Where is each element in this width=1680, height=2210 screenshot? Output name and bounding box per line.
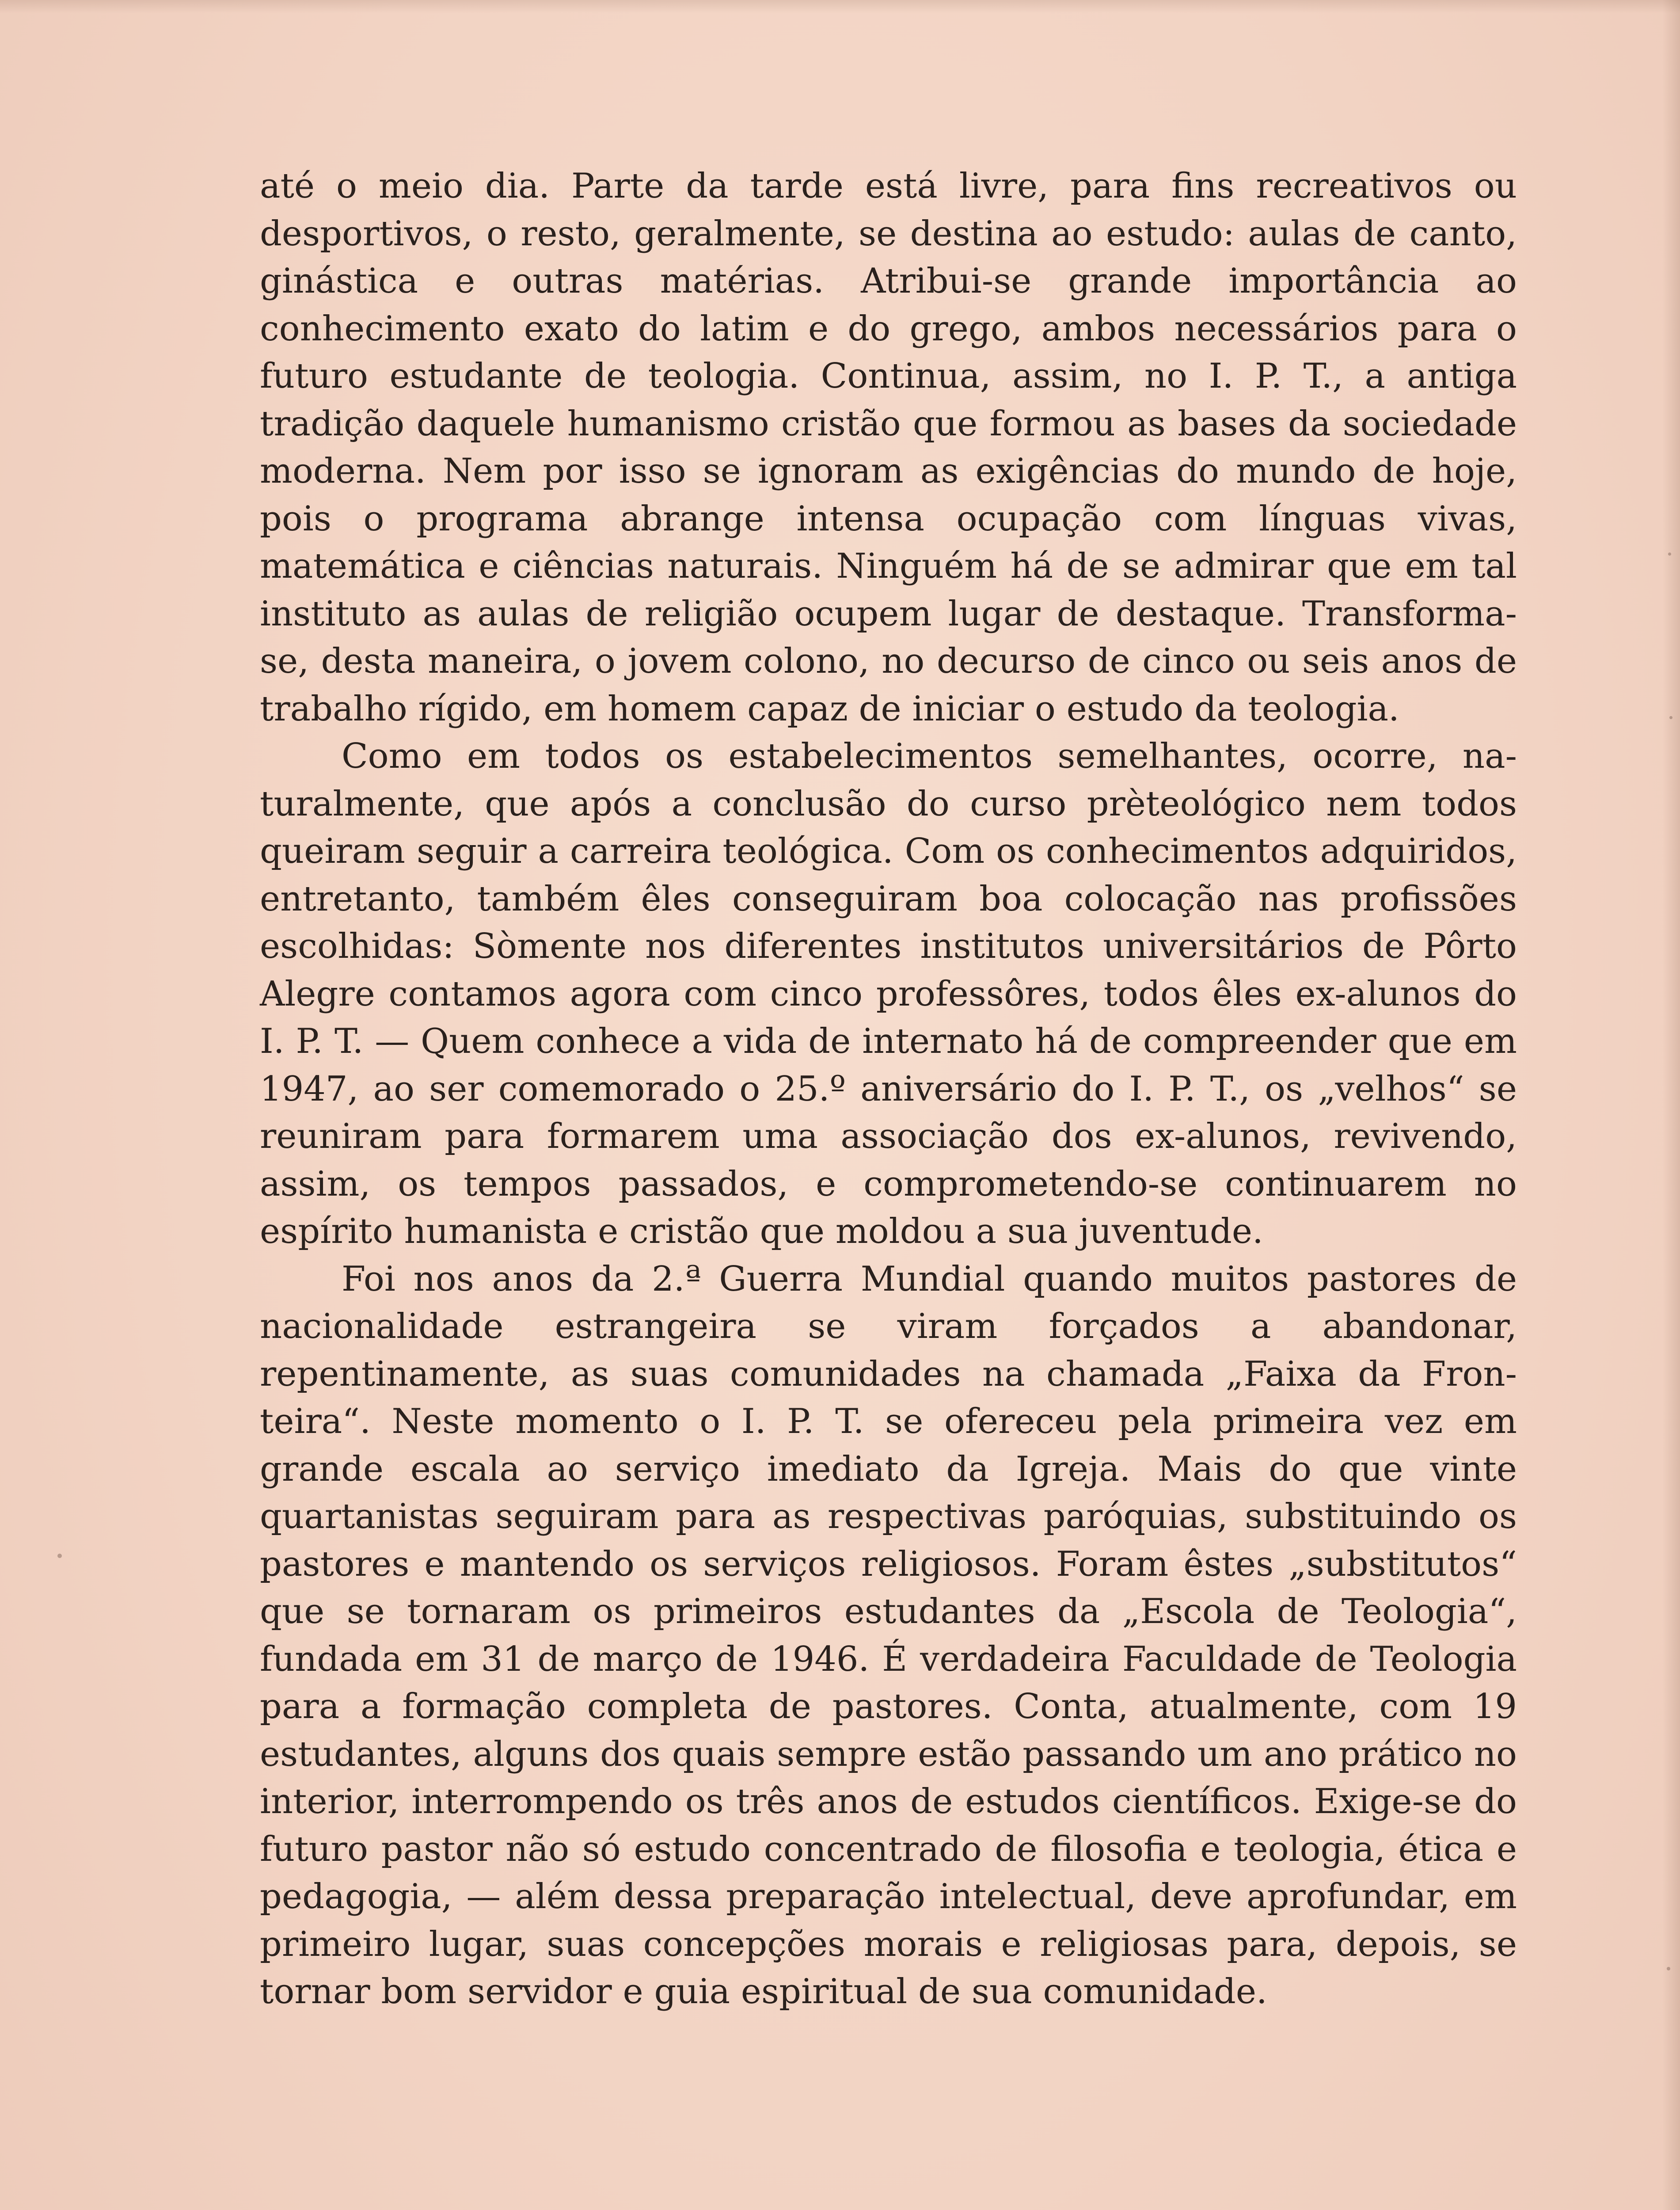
paragraph-3: Foi nos anos da 2.ª Guerra Mundial quando muitos pastores de nacionalidade estrangeira se viram forçados a abandonar, repentinamente, as suas comunidades na chamada „Faixa da Fronteira“. Neste momento o I. P. T. se ofereceu pela primeira vez em grande escala ao serviço imediato da Igreja. Mais do que vinte quartanistas seguiram para as respectivas paróquias, substituindo os pastores e mantendo os serviços religiosos. Foram êstes „substitutos“ que se tornaram os primeiros estudantes da „Escola de Teologia“, fundada em 31 de março de 1946. É verdadeira Faculdade de Teologia para a formação completa de pastores. Conta, atualmente, com 19 estudantes, alguns dos quais sempre estão passando um ano prático no interior, interrompendo os três anos de estudos científicos. Exige-se do futuro pastor não só estudo concentrado de filosofia e teologia, ética e pedagogia, — além dessa preparação intelectual, deve aprofundar, em primeiro lugar, suas concepções morais e religiosas para, depois, se tornar bom servidor e guia espiritual de sua comunidade.: [260, 1259, 1517, 2012]
paragraph-1: até o meio dia. Parte da tarde está livre, para fins recreativos ou desportivos, o resto, geralmente, se destina ao estudo: aulas de canto, ginástica e outras matérias. Atribui-se grande importância ao conhecimento exato do latim e do grego, ambos necessários para o futuro estudante de teologia. Continua, assim, no I. P. T., a antiga tradição daquele humanismo cristão que formou as bases da sociedade moderna. Nem por isso se ignoram as exigências do mundo de hoje, pois o programa abrange intensa ocupação com línguas vivas, matemática e ciências naturais. Ninguém há de se admirar que em tal instituto as aulas de religião ocupem lugar de destaque. Transforma-se, desta maneira, o jovem colono, no decurso de cinco ou seis anos de trabalho rígido, em homem capaz de iniciar o estudo da teologia.: [260, 166, 1517, 729]
paper-speck: [1667, 1967, 1670, 1970]
paper-speck: [1669, 716, 1672, 719]
page-top-shadow: [0, 0, 1680, 13]
paper-speck: [1668, 552, 1671, 556]
paragraph-2: Como em todos os estabelecimentos semelhantes, ocorre, naturalmente, que após a conclusão do curso prèteológico nem todos queiram seguir a carreira teológica. Com os conhecimentos adquiridos, entretanto, também êles conseguiram boa colocação nas profissões escolhidas: Sòmente nos diferentes institutos universitários de Pôrto Alegre contamos agora com cinco professôres, todos êles ex-alunos do I. P. T. — Quem conhece a vida de internato há de compreender que em 1947, ao ser comemorado o 25.º aniversário do I. P. T., os „velhos“ se reuniram para formarem uma associação dos ex-alunos, revivendo, assim, os tempos passados, e comprometendo-se continuarem no espírito humanista e cristão que moldou a sua juventude.: [260, 736, 1517, 1251]
page-edge-shadow: [1662, 0, 1680, 2210]
paper-speck: [57, 1554, 62, 1558]
body-text: [260, 163, 1517, 2016]
